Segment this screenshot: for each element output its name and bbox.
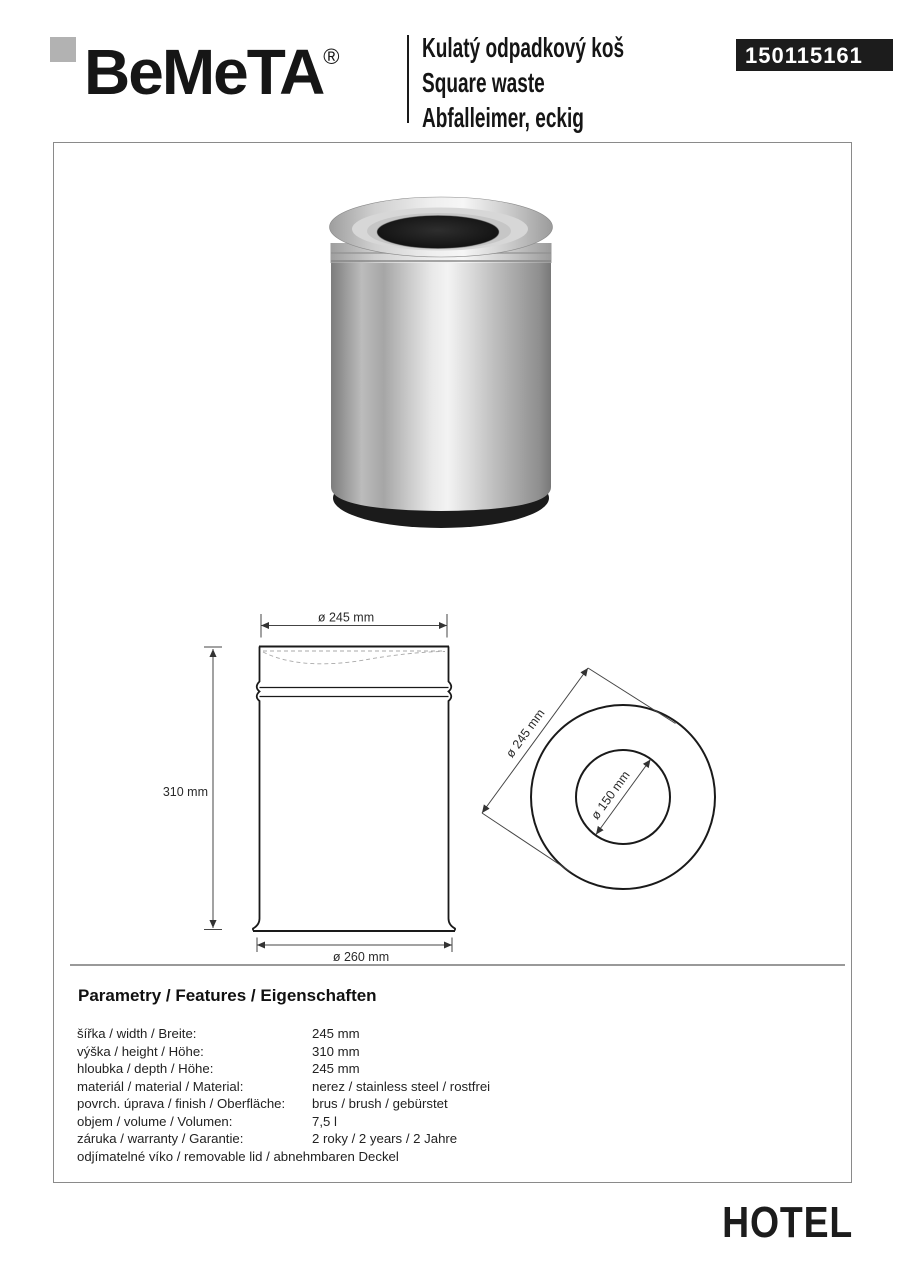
spec-label: povrch. úprava / finish / Oberfläche: [77, 1096, 286, 1111]
spec-value: brus / brush / gebürstet [312, 1096, 448, 1111]
top-outer-diameter-label: ø 245 mm [503, 706, 548, 761]
spec-value: 2 roky / 2 years / 2 Jahre [312, 1131, 458, 1146]
spec-value: 245 mm [312, 1026, 360, 1041]
technical-drawings [60, 598, 850, 975]
top-inner-diameter-label: ø 150 mm [588, 768, 633, 823]
table-row [77, 1078, 837, 1096]
header-divider [407, 35, 409, 123]
section-divider [70, 964, 845, 966]
spec-label: objem / volume / Volumen: [77, 1113, 233, 1129]
bin-body [331, 250, 551, 511]
front-height-label: 310 mm [162, 785, 208, 799]
registered-trademark-icon: ® [323, 44, 340, 69]
product-title-cs: Kulatý odpadkový koš [422, 32, 625, 63]
table-row [77, 1043, 837, 1061]
spec-value: 310 mm [312, 1043, 360, 1059]
spec-label: odjímatelné víko / removable lid / abnehmbaren Deckel [77, 1148, 399, 1164]
spec-label: záruka / warranty / Garantie: [77, 1131, 244, 1146]
front-top-diameter-label: ø 245 mm [317, 610, 375, 625]
brand-logo [84, 22, 340, 107]
product-code-badge: 150115161 [736, 39, 893, 71]
product-photo [300, 170, 590, 550]
table-row [77, 1148, 837, 1166]
spec-label: šířka / width / Breite: [77, 1026, 197, 1041]
spec-value [399, 1148, 837, 1166]
specs-section-title: Parametry / Features / Eigenschaften [78, 986, 377, 1005]
spec-value: nerez / stainless steel / rostfrei [312, 1078, 491, 1094]
product-title-de: Abfalleimer, eckig [422, 102, 584, 133]
top-view-drawing [482, 668, 715, 889]
spec-label: výška / height / Höhe: [77, 1043, 204, 1059]
spec-label: hloubka / depth / Höhe: [77, 1061, 214, 1076]
product-title-en: Square waste [422, 67, 545, 98]
table-row [77, 1130, 837, 1148]
table-row [77, 1095, 837, 1113]
logo-square-icon [50, 37, 76, 62]
table-row [77, 1113, 837, 1131]
front-view-drawing [163, 611, 455, 965]
table-row [77, 1025, 837, 1043]
product-titles [422, 30, 719, 135]
brand-logo-text: BeMeTA [84, 36, 324, 108]
spec-label: materiál / material / Material: [77, 1078, 244, 1094]
spec-value: 245 mm [312, 1061, 360, 1076]
specs-table [77, 1025, 837, 1165]
spec-value: 7,5 l [312, 1113, 337, 1129]
table-row [77, 1060, 837, 1078]
collection-name: HOTEL [722, 1198, 853, 1247]
front-bottom-diameter-label: ø 260 mm [332, 950, 390, 964]
